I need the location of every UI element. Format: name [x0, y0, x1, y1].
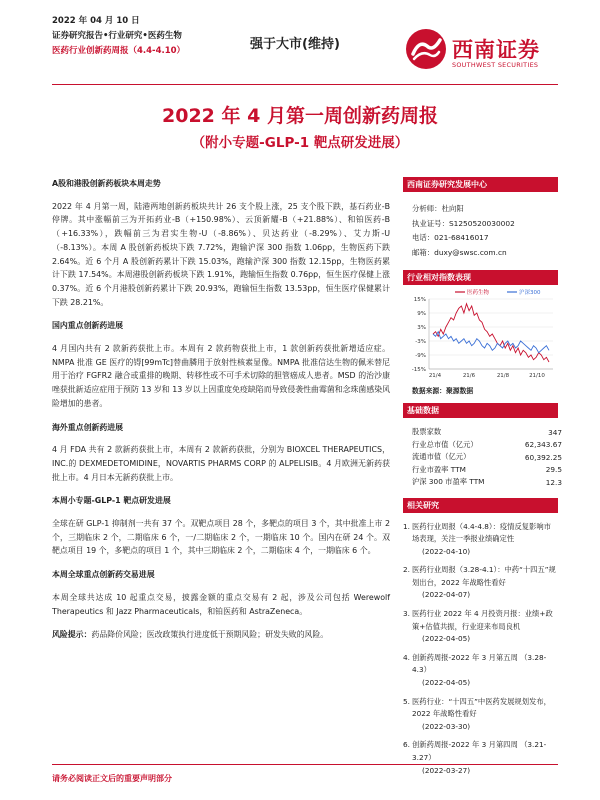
header-left — [52, 14, 185, 59]
risk-note — [52, 628, 390, 642]
analyst-cert: 执业证号：S1250520030002 — [412, 218, 515, 228]
x-tick-label: 21/10 — [529, 373, 545, 379]
item-text: 创新药周报-2022 年 3 月第四周 （3.21-3.27） — [412, 740, 547, 762]
related-heading: 相关研究 — [403, 498, 558, 513]
item-date: (2022-04-10) — [422, 546, 471, 556]
section-heading: 本周全球重点创新药交易进展 — [52, 570, 155, 580]
item-date: (2022-04-07) — [422, 590, 471, 600]
section-body: 全球在研 GLP-1 抑制剂一共有 37 个。双靶点项目 28 个，多靶点的项目 3 个，其中批准上市 2 个，三期临床 2 个，二期临床 6 个，一/二期临床 2 个，一期临床 10 个。国内在研 24 个。双靶点项目 19 个，多靶点的项目 1 个，其中三期临床 2 个，二期临床 4 个，一期临床 6 个。 — [52, 519, 390, 556]
section-body: 4 月 FDA 共有 2 款新药获批上市，本周有 2 款新药获批，分别为 BIOXCEL THERAPEUTICS，INC.的 DEXMEDETOMIDINE，NOVARTIS PHARMS CORP 的 ALPELISIB。4 月欧洲无新药获批上市。4 月日本无新药获批上市。 — [52, 445, 390, 482]
item-text: 医药行业：“十四五”中医药发展规划发布，2022 年战略性看好 — [412, 696, 551, 719]
y-tick-label: 3% — [417, 325, 426, 331]
index-chart-svg — [403, 285, 558, 381]
table-row — [412, 464, 562, 477]
item-number: 1. — [403, 521, 410, 531]
row-value: 62,343.67 — [524, 440, 562, 450]
sidebar — [403, 177, 562, 783]
risk-label: 风险提示： — [52, 630, 92, 640]
item-number: 2. — [403, 565, 410, 575]
item-date: (2022-04-05) — [422, 678, 471, 688]
item-date: (2022-03-27) — [422, 765, 471, 775]
x-tick-label: 21/6 — [462, 373, 476, 379]
rating: 强于大市(维持) — [250, 37, 340, 52]
footer-divider — [52, 764, 558, 765]
list-item[interactable] — [403, 608, 558, 646]
logo-text-cn: 西南证券 — [452, 38, 540, 62]
report-name: 医药行业创新药周报（4.4-4.10） — [52, 46, 186, 56]
section-heading: A股和港股创新药板块本周走势 — [52, 179, 161, 188]
row-label: 行业总市值（亿元） — [412, 439, 478, 449]
item-number: 5. — [403, 696, 410, 706]
item-number: 3. — [403, 609, 410, 619]
section-heading: 本周小专题-GLP-1 靶点研发进展 — [52, 496, 171, 506]
item-text: 医药行业周报（3.28-4.1）：中药“十四五”规划出台，2022 年战略性看好 — [412, 565, 556, 587]
risk-text: 药品降价风险；医改政策执行进度低于预期风险；研发失败的风险。 — [91, 630, 329, 640]
item-text: 创新药周报-2022 年 3 月第五周 （3.28-4.3） — [412, 652, 547, 675]
page-subtitle: （附小专题-GLP-1 靶点研发进展） — [191, 135, 409, 151]
analyst-email[interactable]: 邮箱：duxy@swsc.com.cn — [412, 247, 507, 257]
row-label: 流通市值（亿元） — [412, 452, 471, 462]
x-tick-label: 21/8 — [496, 373, 510, 379]
chart-source: 数据来源：聚源数据 — [412, 387, 474, 395]
table-row — [412, 426, 562, 439]
row-value: 347 — [548, 427, 562, 437]
main-content — [52, 177, 390, 642]
basic-heading: 基础数据 — [403, 403, 558, 418]
basic-data-table — [412, 426, 562, 489]
list-item[interactable] — [403, 739, 558, 777]
legend-label-0: 医药生物 — [467, 290, 490, 296]
table-row — [412, 476, 562, 489]
list-item[interactable] — [403, 564, 558, 602]
logo-text-en: SOUTHWEST SECURITIES — [452, 61, 539, 69]
y-tick-label: 15% — [413, 297, 426, 303]
item-number: 4. — [403, 652, 410, 662]
header-divider — [52, 84, 558, 85]
item-text: 医药行业 2022 年 4 月投资月报：业绩+政策+估值共振，行业迎来布局良机 — [412, 609, 553, 631]
footer-disclaimer: 请务必阅读正文后的重要声明部分 — [52, 774, 172, 783]
report-type: 证券研究报告•行业研究•医药生物 — [52, 31, 182, 41]
related-list — [403, 521, 558, 778]
row-value: 12.3 — [545, 477, 562, 487]
section-body: 本周全球共达成 10 起重点交易，披露金额的重点交易有 2 起，涉及公司包括 Werewolf Therapeutics 和 Jazz Pharmaceuticals，和铂医药和 AstraZeneca。 — [52, 592, 390, 616]
y-tick-label: -3% — [415, 339, 426, 345]
chart-heading: 行业相对指数表现 — [403, 270, 558, 285]
row-label: 行业市盈率 TTM — [412, 464, 466, 474]
y-tick-label: -15% — [411, 367, 426, 373]
item-number: 6. — [403, 740, 410, 750]
series-line-0 — [433, 304, 549, 362]
table-row — [412, 439, 562, 452]
list-item[interactable] — [403, 696, 558, 734]
section-heading: 国内重点创新药进展 — [52, 321, 124, 331]
item-date: (2022-04-05) — [422, 634, 471, 644]
analyst-info — [403, 202, 558, 260]
section-body: 2022 年 4 月第一周，陆港两地创新药板块共计 26 支个股上涨，25 支个股下跌，基石药业-B 停牌。其中涨幅前三为开拓药业-B（+150.98%）、云顶新耀-B（+21.88%）、和铂医药-B（+16.33%），跌幅前三为君实生物-U（-8.86%）、贝达药业（-8.29%）、艾力斯-U（-8.13%）。本周 A 股创新药板块下跌 7.72%，跑输沪深 300 指数 1.06pp，生物医药下跌 2.64%。近 6 个月 A 股创新药累计下跌 15.03%，跑输沪深 300 指数 12.15pp，生物医药累计下跌 17.54%。本周港股创新药板块下跌 1.91%，跑输恒生指数 0.76pp，恒生医疗保健上涨 0.37%。近 6 个月港股创新药累计下跌 20.93%，跑输恒生指数 13.53pp，恒生医疗保健累计下跌 28.21%。 — [52, 201, 390, 307]
row-label: 沪深 300 市盈率 TTM — [412, 477, 485, 487]
report-date: 2022 年 04 月 10 日 — [52, 16, 140, 26]
list-item[interactable] — [403, 521, 558, 559]
page-title: 2022 年 4 月第一周创新药周报 — [162, 105, 438, 127]
legend-label-1: 沪深300 — [519, 290, 541, 296]
item-text: 医药行业周报（4.4-4.8）：疫情反复影响市场表现，关注一季报业绩确定性 — [412, 521, 551, 544]
y-tick-label: 9% — [417, 311, 426, 317]
row-value: 29.5 — [545, 465, 562, 475]
list-item[interactable] — [403, 652, 558, 690]
analyst-name: 分析师：杜向阳 — [412, 204, 464, 213]
section-heading: 海外重点创新药进展 — [52, 422, 124, 432]
company-logo — [405, 28, 557, 72]
row-label: 股票家数 — [412, 427, 442, 437]
x-tick-label: 21/4 — [428, 373, 442, 379]
analyst-phone: 电话：021-68416017 — [412, 233, 489, 242]
table-row — [412, 451, 562, 464]
logo-mark-icon — [405, 28, 447, 70]
team-heading: 西南证券研究发展中心 — [403, 177, 558, 192]
index-chart — [403, 285, 558, 383]
item-date: (2022-03-30) — [422, 721, 471, 731]
row-value: 60,392.25 — [524, 452, 562, 462]
y-tick-label: -9% — [415, 353, 426, 359]
section-body: 4 月国内共有 2 款新药获批上市。本周有 2 款药物获批上市，1 款创新药获批新增适应症。NMPA 批准 GE 医疗的锝[99mTc]替曲膦用于放射性核素显像。NMPA 批准信达生物的佩米替尼用于治疗 FGFR2 融合或重排的晚期、转移性或不可手术切除的胆管癌成人患者。MSD 的治沙康唑获批新适应症用于预防 13 岁和 13 岁以上因重度免疫缺陷而导致侵袭性曲霉菌和念珠菌感染风险增加的患者。 — [52, 344, 390, 408]
